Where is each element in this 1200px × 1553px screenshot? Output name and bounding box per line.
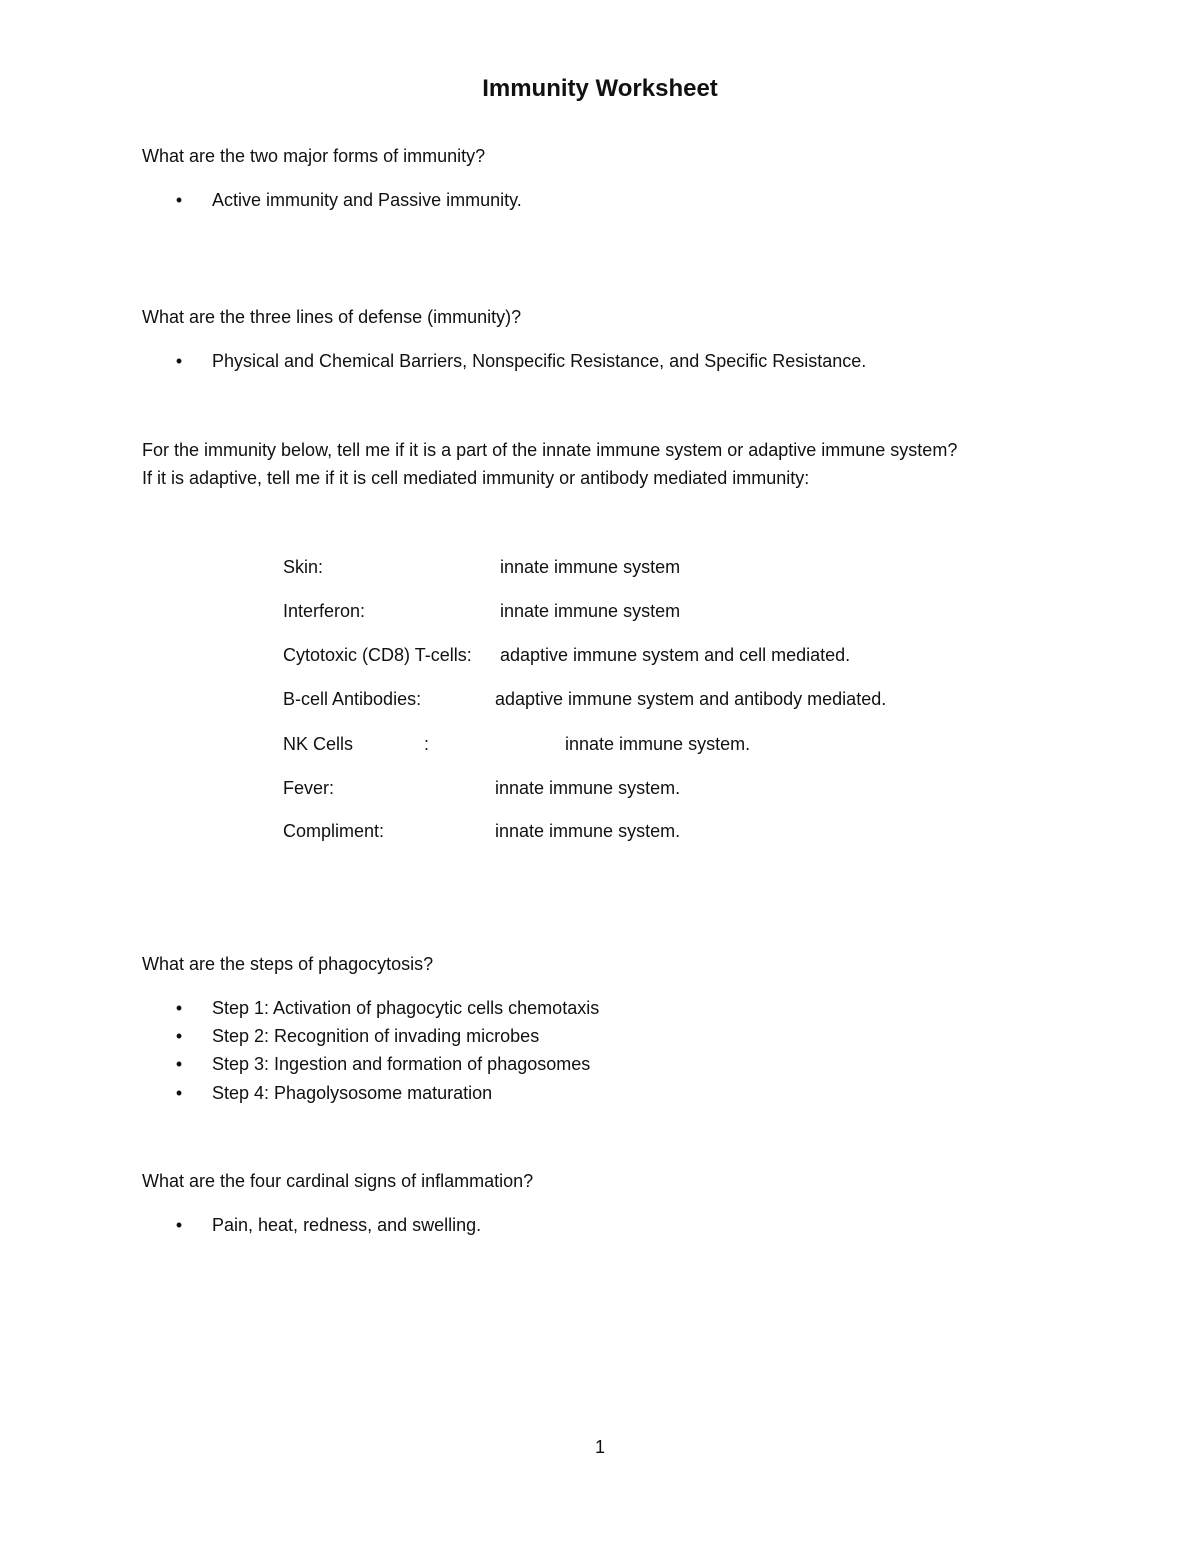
row-label: Skin: [283, 557, 324, 577]
row-value: innate immune system. [495, 778, 681, 798]
row-value: innate immune system [500, 601, 681, 621]
bullet-icon: • [175, 998, 183, 1018]
row-value: innate immune system [500, 557, 681, 577]
row-colon: : [424, 734, 430, 754]
bullet-icon: • [175, 190, 183, 210]
question-lines-of-defense: What are the three lines of defense (immunity)? [142, 307, 522, 327]
bullet-icon: • [175, 1026, 183, 1046]
answer-text: Step 4: Phagolysosome maturation [212, 1083, 493, 1103]
question-phagocytosis: What are the steps of phagocytosis? [142, 954, 434, 974]
answer-text: Active immunity and Passive immunity. [212, 190, 522, 210]
row-value: adaptive immune system and antibody mediated. [495, 689, 887, 709]
answer-text: Physical and Chemical Barriers, Nonspecific Resistance, and Specific Resistance. [212, 351, 867, 371]
answer-text: Step 1: Activation of phagocytic cells chemotaxis [212, 998, 600, 1018]
row-label: B-cell Antibodies: [283, 689, 422, 709]
bullet-icon: • [175, 1083, 183, 1103]
row-value: innate immune system. [565, 734, 751, 754]
page-title: Immunity Worksheet [482, 75, 718, 102]
row-value: innate immune system. [495, 821, 681, 841]
classification-instruction-2: If it is adaptive, tell me if it is cell mediated immunity or antibody mediated immunity: [142, 468, 810, 488]
page-number: 1 [594, 1437, 605, 1457]
row-label: Fever: [283, 778, 335, 798]
answer-text: Step 2: Recognition of invading microbes [212, 1026, 540, 1046]
bullet-icon: • [175, 1054, 183, 1074]
question-inflammation: What are the four cardinal signs of inflammation? [142, 1171, 534, 1191]
bullet-icon: • [175, 1215, 183, 1235]
answer-text: Pain, heat, redness, and swelling. [212, 1215, 482, 1235]
bullet-icon: • [175, 351, 183, 371]
row-value: adaptive immune system and cell mediated. [500, 645, 851, 665]
question-forms: What are the two major forms of immunity? [142, 146, 486, 166]
row-label: Compliment: [283, 821, 385, 841]
answer-text: Step 3: Ingestion and formation of phagosomes [212, 1054, 591, 1074]
row-label: NK Cells [283, 734, 354, 754]
classification-instruction-1: For the immunity below, tell me if it is a part of the innate immune system or adaptive immune system? [142, 440, 958, 460]
row-label: Interferon: [283, 601, 366, 621]
row-label: Cytotoxic (CD8) T-cells: [283, 645, 472, 665]
